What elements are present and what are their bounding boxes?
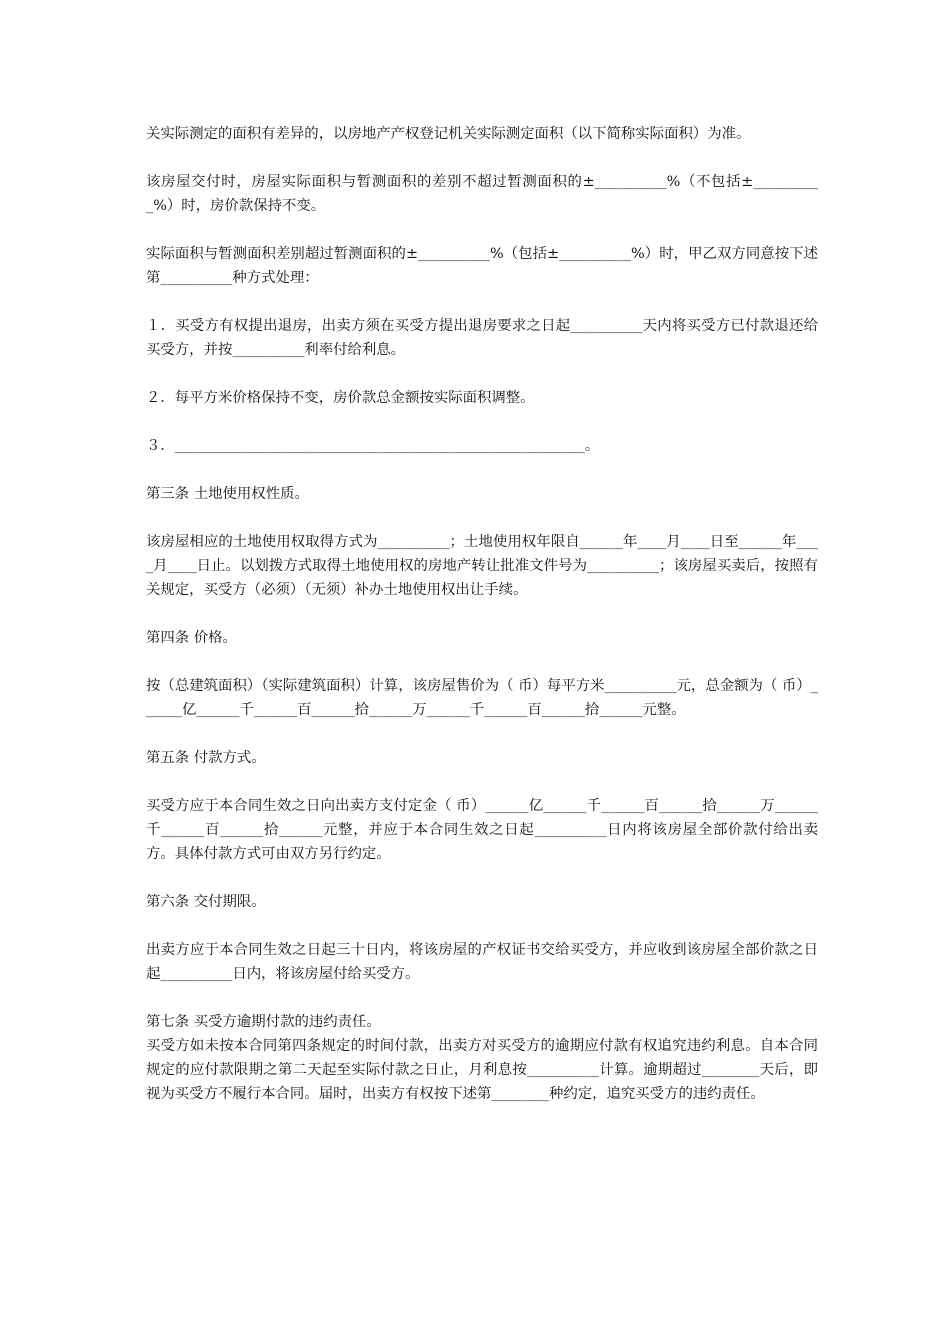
paragraph-area-basis: 关实际测定的面积有差异的，以房地产产权登记机关实际测定面积（以下简称实际面积）为准。 — [146, 126, 751, 142]
heading-article-5: 第五条 付款方式。 — [146, 750, 266, 766]
paragraph-land-use: 该房屋相应的土地使用权取得方式为__________；土地使用权年限自______年____月____日至______年____月____日止。以划拨方式取得土地使用权的房地产转让批准文件号为__________；该房屋买卖后，按照有关规定，买受方（必须）（无须）补办土地使用权出让手续。 — [146, 534, 818, 598]
paragraph-option-3: ３．_________________________________________________________。 — [146, 438, 600, 454]
paragraph-payment: 买受方应于本合同生效之日向出卖方支付定金（ 币）______亿______千______百______拾______万______千______百______拾______元整，并应于本合同生效之日起__________日内将该房屋全部价款付给出卖方。具体付款方式可由双方另行约定。 — [146, 798, 818, 862]
heading-article-4: 第四条 价格。 — [146, 630, 237, 646]
paragraph-price: 按（总建筑面积）（实际建筑面积）计算，该房屋售价为（ 币）每平方米__________元，总金额为（ 币）______亿______千______百______拾______万______千______百______拾______元整。 — [146, 678, 818, 718]
paragraph-area-tolerance: 该房屋交付时，房屋实际面积与暂测面积的差别不超过暂测面积的±__________%（不包括±__________%）时，房价款保持不变。 — [146, 174, 818, 214]
paragraph-late-payment: 买受方如未按本合同第四条规定的时间付款，出卖方对买受方的逾期应付款有权追究违约利息。自本合同规定的应付款限期之第二天起至实际付款之日止，月利息按__________计算。逾期超过________天后，即视为买受方不履行本合同。届时，出卖方有权按下述第________种约定，追究买受方的违约责任。 — [146, 1038, 818, 1102]
paragraph-area-exceed: 实际面积与暂测面积差别超过暂测面积的±__________%（包括±__________%）时，甲乙双方同意按下述第__________种方式处理： — [146, 246, 818, 286]
heading-article-7: 第七条 买受方逾期付款的违约责任。 — [146, 1014, 381, 1030]
paragraph-option-2: ２．每平方米价格保持不变，房价款总金额按实际面积调整。 — [146, 390, 535, 406]
contract-page — [146, 122, 818, 1130]
heading-article-3: 第三条 土地使用权性质。 — [146, 486, 309, 502]
paragraph-delivery: 出卖方应于本合同生效之日起三十日内，将该房屋的产权证书交给买受方，并应收到该房屋全部价款之日起__________日内，将该房屋付给买受方。 — [146, 942, 818, 982]
heading-article-6: 第六条 交付期限。 — [146, 894, 266, 910]
paragraph-option-1: １．买受方有权提出退房，出卖方须在买受方提出退房要求之日起__________天内将买受方已付款退还给买受方，并按__________利率付给利息。 — [146, 318, 818, 358]
